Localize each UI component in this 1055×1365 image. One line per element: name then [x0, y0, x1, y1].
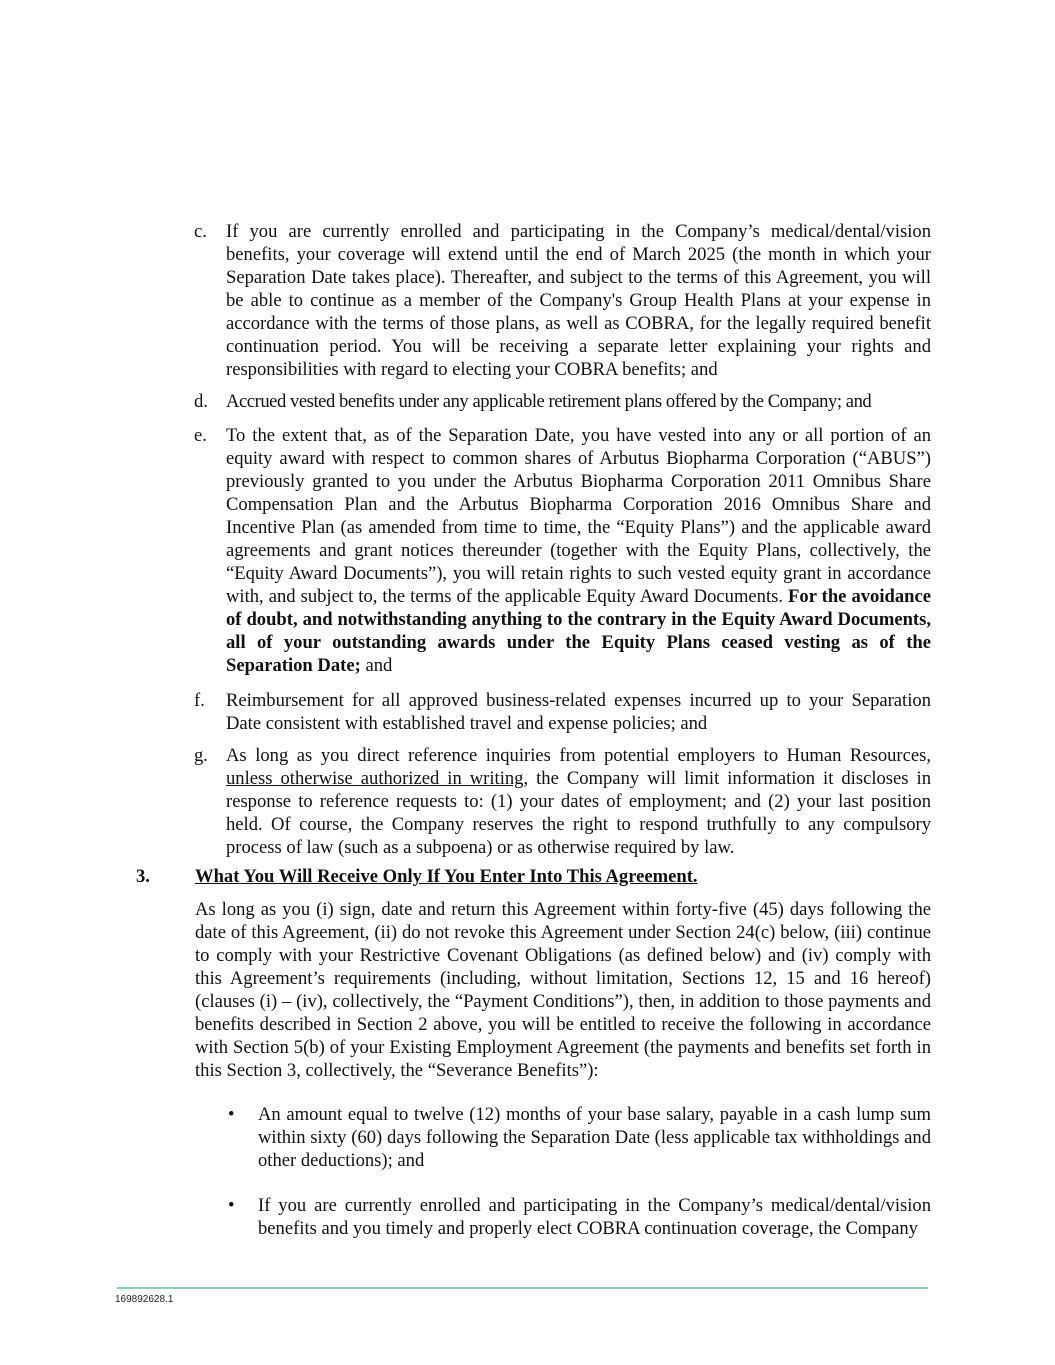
item-text-regular: To the extent that, as of the Separation Date, you have vested into any or all portion of an equity award with respect to common shares of Arbutus Biopharma Corporation (“ABUS”) previously granted to you under the Arbutus Biopharma Corporation 2011 Omnibus Share Compensation Plan and the Arbutus Biopharma Corporation 2016 Omnibus Share and Incentive Plan (as amended from time to time, the “Equity Plans”) and the applicable award agreements and grant notices thereunder (together with the Equity Plans, collectively, the “Equity Award Documents”), you will retain rights to such vested equity grant in accordance with, and subject to, the terms of the applicable Equity Award Documents.	[226, 425, 931, 607]
list-item-d	[194, 390, 931, 413]
list-item-c	[194, 220, 931, 381]
item-label: d.	[194, 391, 208, 412]
list-item-g	[194, 744, 931, 859]
item-text-before: As long as you direct reference inquiries from potential employers to Human Resources,	[226, 745, 931, 766]
item-text-tail: and	[365, 655, 393, 676]
document-id: 169892628.1	[115, 1294, 174, 1305]
item-label: e.	[194, 425, 207, 446]
footer-divider	[117, 1287, 928, 1289]
bullet-text: An amount equal to twelve (12) months of your base salary, payable in a cash lump sum within sixty (60) days following the Separation Date (less applicable tax withholdings and other deductions); and	[258, 1104, 931, 1171]
item-label: f.	[194, 690, 205, 711]
bullet-item	[226, 1194, 931, 1240]
item-text	[226, 424, 931, 677]
bullet-icon: •	[228, 1195, 235, 1216]
item-text-underlined: unless otherwise authorized in writing	[226, 768, 524, 789]
item-text: Accrued vested benefits under any applicable retirement plans offered by the Company; and	[226, 391, 872, 412]
item-text-bold: For the avoidance of doubt, and notwithstanding anything to the contrary in the Equity Award Documents, all of your outstanding awards under the Equity Plans ceased vesting as of the Separation Date;	[226, 586, 931, 676]
bullet-text: If you are currently enrolled and participating in the Company’s medical/dental/vision benefits and you timely and properly elect COBRA continuation coverage, the Company	[258, 1195, 931, 1239]
section-title: What You Will Receive Only If You Enter Into This Agreement.	[195, 866, 698, 887]
bullet-item	[226, 1103, 931, 1172]
item-text: If you are currently enrolled and participating in the Company’s medical/dental/vision benefits, your coverage will extend until the end of March 2025 (the month in which your Separation Date takes place). Thereafter, and subject to the terms of this Agreement, you will be able to continue as a member of the Company's Group Health Plans at your expense in accordance with the terms of those plans, as well as COBRA, for the legally required benefit continuation period. You will be receiving a separate letter explaining your rights and responsibilities with regard to electing your COBRA benefits; and	[226, 221, 931, 380]
section-3-paragraph: As long as you (i) sign, date and return this Agreement within forty-five (45) days following the date of this Agreement, (ii) do not revoke this Agreement under Section 24(c) below, (iii) continue to comply with your Restrictive Covenant Obligations (as defined below) and (iv) comply with this Agreement’s requirements (including, without limitation, Sections 12, 15 and 16 hereof) (clauses (i) – (iv), collectively, the “Payment Conditions”), then, in addition to those payments and benefits described in Section 2 above, you will be entitled to receive the following in accordance with Section 5(b) of your Existing Employment Agreement (the payments and benefits set forth in this Section 3, collectively, the “Severance Benefits”):	[195, 899, 931, 1081]
item-text: Reimbursement for all approved business-related expenses incurred up to your Separation Date consistent with established travel and expense policies; and	[226, 690, 931, 734]
item-text-after: , the Company will limit information it discloses in response to reference requests to: (1) your dates of employment; and (2) your last position held. Of course, the Company reserves the right to respond truthfully to any compulsory process of law (such as a subpoena) or as otherwise required by law.	[226, 768, 931, 858]
list-item-e	[194, 424, 931, 677]
bullet-icon: •	[228, 1104, 235, 1125]
section-number: 3.	[136, 866, 150, 887]
item-label: c.	[194, 221, 207, 242]
item-label: g.	[194, 745, 208, 766]
item-text	[226, 744, 931, 859]
list-item-f	[194, 689, 931, 735]
